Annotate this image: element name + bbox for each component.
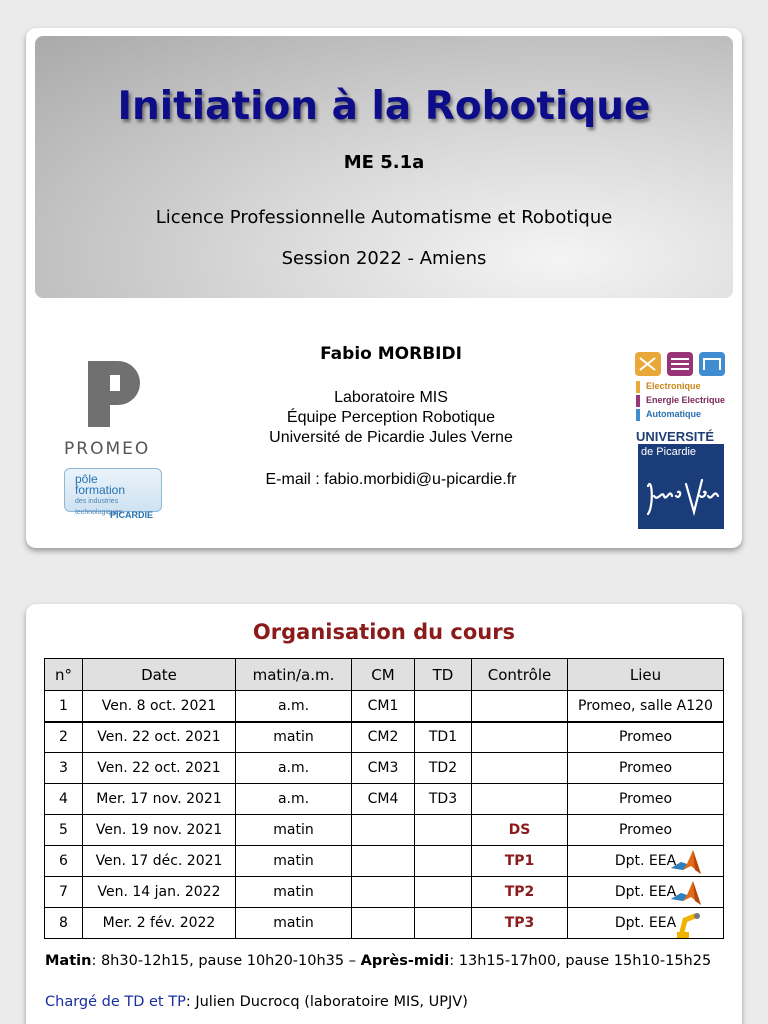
session-info: Session 2022 - Amiens bbox=[281, 248, 487, 269]
col-header-cm: CM bbox=[352, 659, 415, 691]
row-number: 7 bbox=[45, 877, 83, 908]
row-controle bbox=[472, 722, 568, 753]
table-header-row bbox=[45, 659, 724, 691]
row-lieu: Promeo bbox=[568, 722, 724, 753]
row-period: matin bbox=[236, 846, 352, 877]
course-code: ME 5.1a bbox=[343, 152, 425, 173]
pole-sub: des industries technologiques bbox=[75, 498, 123, 516]
university-sub: de Picardie bbox=[641, 446, 697, 458]
row-td bbox=[415, 877, 472, 908]
row-date: Ven. 19 nov. 2021 bbox=[83, 815, 236, 846]
aprem-label: Après-midi bbox=[360, 953, 450, 969]
row-cm: CM2 bbox=[352, 722, 415, 753]
row-date: Ven. 17 déc. 2021 bbox=[83, 846, 236, 877]
table-row bbox=[45, 753, 724, 784]
aprem-text: : 13h15-17h00, pause 15h10-15h25 bbox=[449, 953, 712, 969]
row-lieu bbox=[568, 877, 724, 908]
row-lieu: Promeo, salle A120 bbox=[568, 691, 724, 722]
row-td: TD2 bbox=[415, 753, 472, 784]
promeo-region: PICARDIE bbox=[110, 510, 154, 520]
schedule-slide bbox=[26, 604, 742, 1024]
row-cm bbox=[352, 877, 415, 908]
title-banner bbox=[35, 36, 733, 298]
row-date: Ven. 22 oct. 2021 bbox=[83, 722, 236, 753]
matin-label: Matin bbox=[45, 953, 92, 969]
row-date: Ven. 14 jan. 2022 bbox=[83, 877, 236, 908]
col-header-date: Date bbox=[83, 659, 236, 691]
slide-title: Organisation du cours bbox=[252, 620, 516, 644]
author-name: Fabio MORBIDI bbox=[320, 344, 462, 364]
col-header-lieu: Lieu bbox=[568, 659, 724, 691]
row-lieu: Promeo bbox=[568, 815, 724, 846]
schedule-table bbox=[44, 658, 724, 939]
table-row bbox=[45, 877, 724, 908]
row-lieu-label: Dpt. EEA bbox=[614, 915, 677, 931]
row-number: 6 bbox=[45, 846, 83, 877]
author-email: E-mail : fabio.morbidi@u-picardie.fr bbox=[265, 471, 517, 488]
row-cm: CM1 bbox=[352, 691, 415, 722]
charge-label: Chargé de TD et TP bbox=[45, 994, 186, 1010]
title-slide bbox=[26, 28, 742, 548]
row-cm: CM4 bbox=[352, 784, 415, 815]
pole-line1: pôle bbox=[75, 472, 98, 486]
row-td: TD1 bbox=[415, 722, 472, 753]
row-period: matin bbox=[236, 908, 352, 939]
row-period: a.m. bbox=[236, 753, 352, 784]
dept-automatique: Automatique bbox=[636, 409, 701, 421]
pole-line2: formation bbox=[75, 483, 126, 497]
course-title: Initiation à la Robotique bbox=[117, 84, 651, 129]
licence-name: Licence Professionnelle Automatisme et Robotique bbox=[155, 207, 613, 228]
col-header-n: n° bbox=[45, 659, 83, 691]
row-period: matin bbox=[236, 815, 352, 846]
table-row bbox=[45, 691, 724, 722]
row-lieu bbox=[568, 908, 724, 939]
matlab-icon bbox=[669, 879, 703, 911]
row-controle: TP1 bbox=[472, 846, 568, 877]
row-lieu bbox=[568, 846, 724, 877]
row-controle bbox=[472, 753, 568, 784]
table-row bbox=[45, 784, 724, 815]
row-controle: TP3 bbox=[472, 908, 568, 939]
row-date: Mer. 17 nov. 2021 bbox=[83, 784, 236, 815]
charge-text: : Julien Ducrocq (laboratoire MIS, UPJV) bbox=[185, 994, 468, 1010]
row-period: matin bbox=[236, 877, 352, 908]
affiliation-team: Équipe Perception Robotique bbox=[286, 409, 496, 426]
table-row bbox=[45, 908, 724, 939]
promeo-name: PROMEO bbox=[64, 439, 151, 459]
row-lieu: Promeo bbox=[568, 784, 724, 815]
row-td bbox=[415, 846, 472, 877]
row-controle bbox=[472, 784, 568, 815]
row-date: Ven. 8 oct. 2021 bbox=[83, 691, 236, 722]
row-cm: CM3 bbox=[352, 753, 415, 784]
col-header-period: matin/a.m. bbox=[236, 659, 352, 691]
matin-text: : 8h30-12h15, pause 10h20-10h35 – bbox=[91, 953, 361, 969]
row-cm bbox=[352, 846, 415, 877]
col-header-controle: Contrôle bbox=[472, 659, 568, 691]
schedule-hours bbox=[45, 953, 711, 969]
row-controle: TP2 bbox=[472, 877, 568, 908]
row-period: a.m. bbox=[236, 691, 352, 722]
row-lieu: Promeo bbox=[568, 753, 724, 784]
promeo-logo-icon bbox=[88, 361, 140, 427]
row-number: 1 bbox=[45, 691, 83, 722]
row-lieu-label: Dpt. EEA bbox=[614, 853, 677, 869]
dept-energie: Energie Electrique bbox=[636, 395, 725, 407]
row-controle bbox=[472, 691, 568, 722]
row-number: 4 bbox=[45, 784, 83, 815]
table-row bbox=[45, 846, 724, 877]
affiliation-lab: Laboratoire MIS bbox=[334, 389, 448, 406]
row-td bbox=[415, 815, 472, 846]
row-period: matin bbox=[236, 722, 352, 753]
table-row bbox=[45, 815, 724, 846]
col-header-td: TD bbox=[415, 659, 472, 691]
row-number: 3 bbox=[45, 753, 83, 784]
matlab-icon bbox=[669, 848, 703, 880]
table-row bbox=[45, 722, 724, 753]
row-date: Mer. 2 fév. 2022 bbox=[83, 908, 236, 939]
row-period: a.m. bbox=[236, 784, 352, 815]
row-td: TD3 bbox=[415, 784, 472, 815]
row-td bbox=[415, 691, 472, 722]
row-number: 5 bbox=[45, 815, 83, 846]
row-cm bbox=[352, 908, 415, 939]
row-td bbox=[415, 908, 472, 939]
dept-electronique: Electronique bbox=[636, 381, 701, 393]
jules-verne-signature-icon bbox=[640, 466, 722, 526]
department-icons bbox=[635, 350, 727, 378]
row-cm bbox=[352, 815, 415, 846]
robot-arm-icon bbox=[673, 910, 703, 944]
row-lieu-label: Dpt. EEA bbox=[614, 884, 677, 900]
university-name: UNIVERSITÉ bbox=[636, 429, 715, 444]
row-date: Ven. 22 oct. 2021 bbox=[83, 753, 236, 784]
row-number: 2 bbox=[45, 722, 83, 753]
affiliation-university: Université de Picardie Jules Verne bbox=[269, 429, 513, 446]
instructor-info bbox=[45, 994, 468, 1010]
row-number: 8 bbox=[45, 908, 83, 939]
university-logo bbox=[638, 444, 724, 529]
row-controle: DS bbox=[472, 815, 568, 846]
